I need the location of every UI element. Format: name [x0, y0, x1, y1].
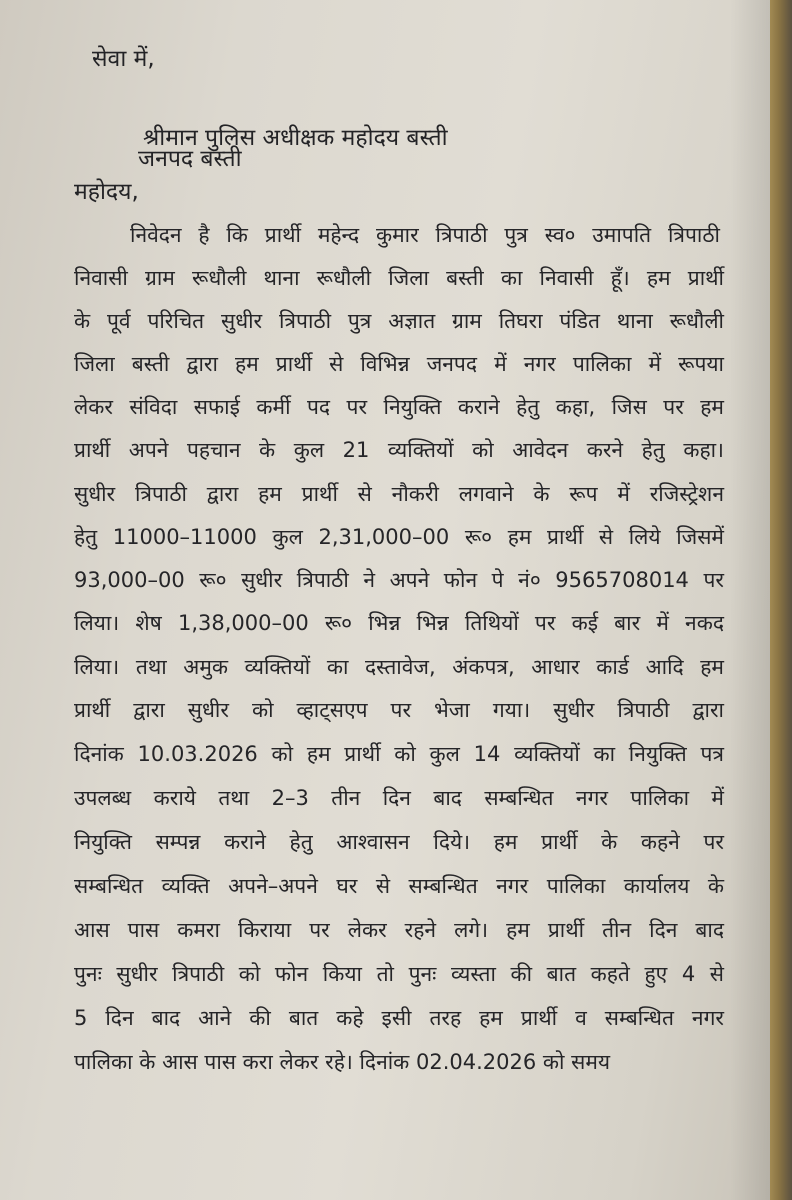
salutation: सेवा में,: [92, 46, 155, 72]
body-line: निवासी ग्राम रूधौली थाना रूधौली जिला बस्ती का निवासी हूँ। हम प्रार्थी: [74, 266, 724, 290]
page-shadow: [730, 0, 770, 1200]
body-line: हेतु 11000–11000 कुल 2,31,000–00 रू० हम प्रार्थी से लिये जिसमें: [74, 525, 724, 549]
body-line: दिनांक 10.03.2026 को हम प्रार्थी को कुल 14 व्यक्तियों का नियुक्ति पत्र: [74, 742, 724, 766]
body-line: सम्बन्धित व्यक्ति अपने–अपने घर से सम्बन्धित नगर पालिका कार्यालय के: [74, 874, 724, 898]
body-line: आस पास कमरा किराया पर लेकर रहने लगे। हम प्रार्थी तीन दिन बाद: [74, 918, 724, 942]
body-line: लेकर संविदा सफाई कर्मी पद पर नियुक्ति कराने हेतु कहा, जिस पर हम: [74, 395, 724, 419]
greeting: महोदय,: [74, 179, 139, 205]
recipient-line-2: जनपद बस्ती: [138, 146, 242, 172]
body-line: निवेदन है कि प्रार्थी महेन्द कुमार त्रिपाठी पुत्र स्व० उमापति त्रिपाठी: [130, 223, 720, 247]
body-line: नियुक्ति सम्पन्न कराने हेतु आश्वासन दिये। हम प्रार्थी के कहने पर: [74, 830, 724, 854]
body-line: लिया। तथा अमुक व्यक्तियों का दस्तावेज, अंकपत्र, आधार कार्ड आदि हम: [74, 655, 724, 679]
body-line: पुनः सुधीर त्रिपाठी को फोन किया तो पुनः व्यस्ता की बात कहते हुए 4 से: [74, 962, 724, 986]
body-line: प्रार्थी अपने पहचान के कुल 21 व्यक्तियों को आवेदन करने हेतु कहा।: [74, 438, 724, 462]
background-edge: [770, 0, 792, 1200]
body-line: उपलब्ध कराये तथा 2–3 तीन दिन बाद सम्बन्धित नगर पालिका में: [74, 786, 724, 810]
body-line: लिया। शेष 1,38,000–00 रू० भिन्न भिन्न तिथियों पर कई बार में नकद: [74, 611, 724, 635]
body-line: के पूर्व परिचित सुधीर त्रिपाठी पुत्र अज्ञात ग्राम तिघरा पंडित थाना रूधौली: [74, 309, 724, 333]
body-line: सुधीर त्रिपाठी द्वारा हम प्रार्थी से नौकरी लगवाने के रूप में रजिस्ट्रेशन: [74, 482, 724, 506]
body-line: 93,000–00 रू० सुधीर त्रिपाठी ने अपने फोन पे नं० 9565708014 पर: [74, 568, 724, 592]
body-line: जिला बस्ती द्वारा हम प्रार्थी से विभिन्न जनपद में नगर पालिका में रूपया: [74, 352, 724, 376]
body-line: प्रार्थी द्वारा सुधीर को व्हाट्सएप पर भेजा गया। सुधीर त्रिपाठी द्वारा: [74, 698, 724, 722]
body-line: पालिका के आस पास करा लेकर रहे। दिनांक 02.04.2026 को समय: [74, 1050, 611, 1074]
body-line: 5 दिन बाद आने की बात कहे इसी तरह हम प्रार्थी व सम्बन्धित नगर: [74, 1006, 724, 1030]
recipient-line-1: श्रीमान पुलिस अधीक्षक महोदय बस्ती: [143, 125, 448, 151]
